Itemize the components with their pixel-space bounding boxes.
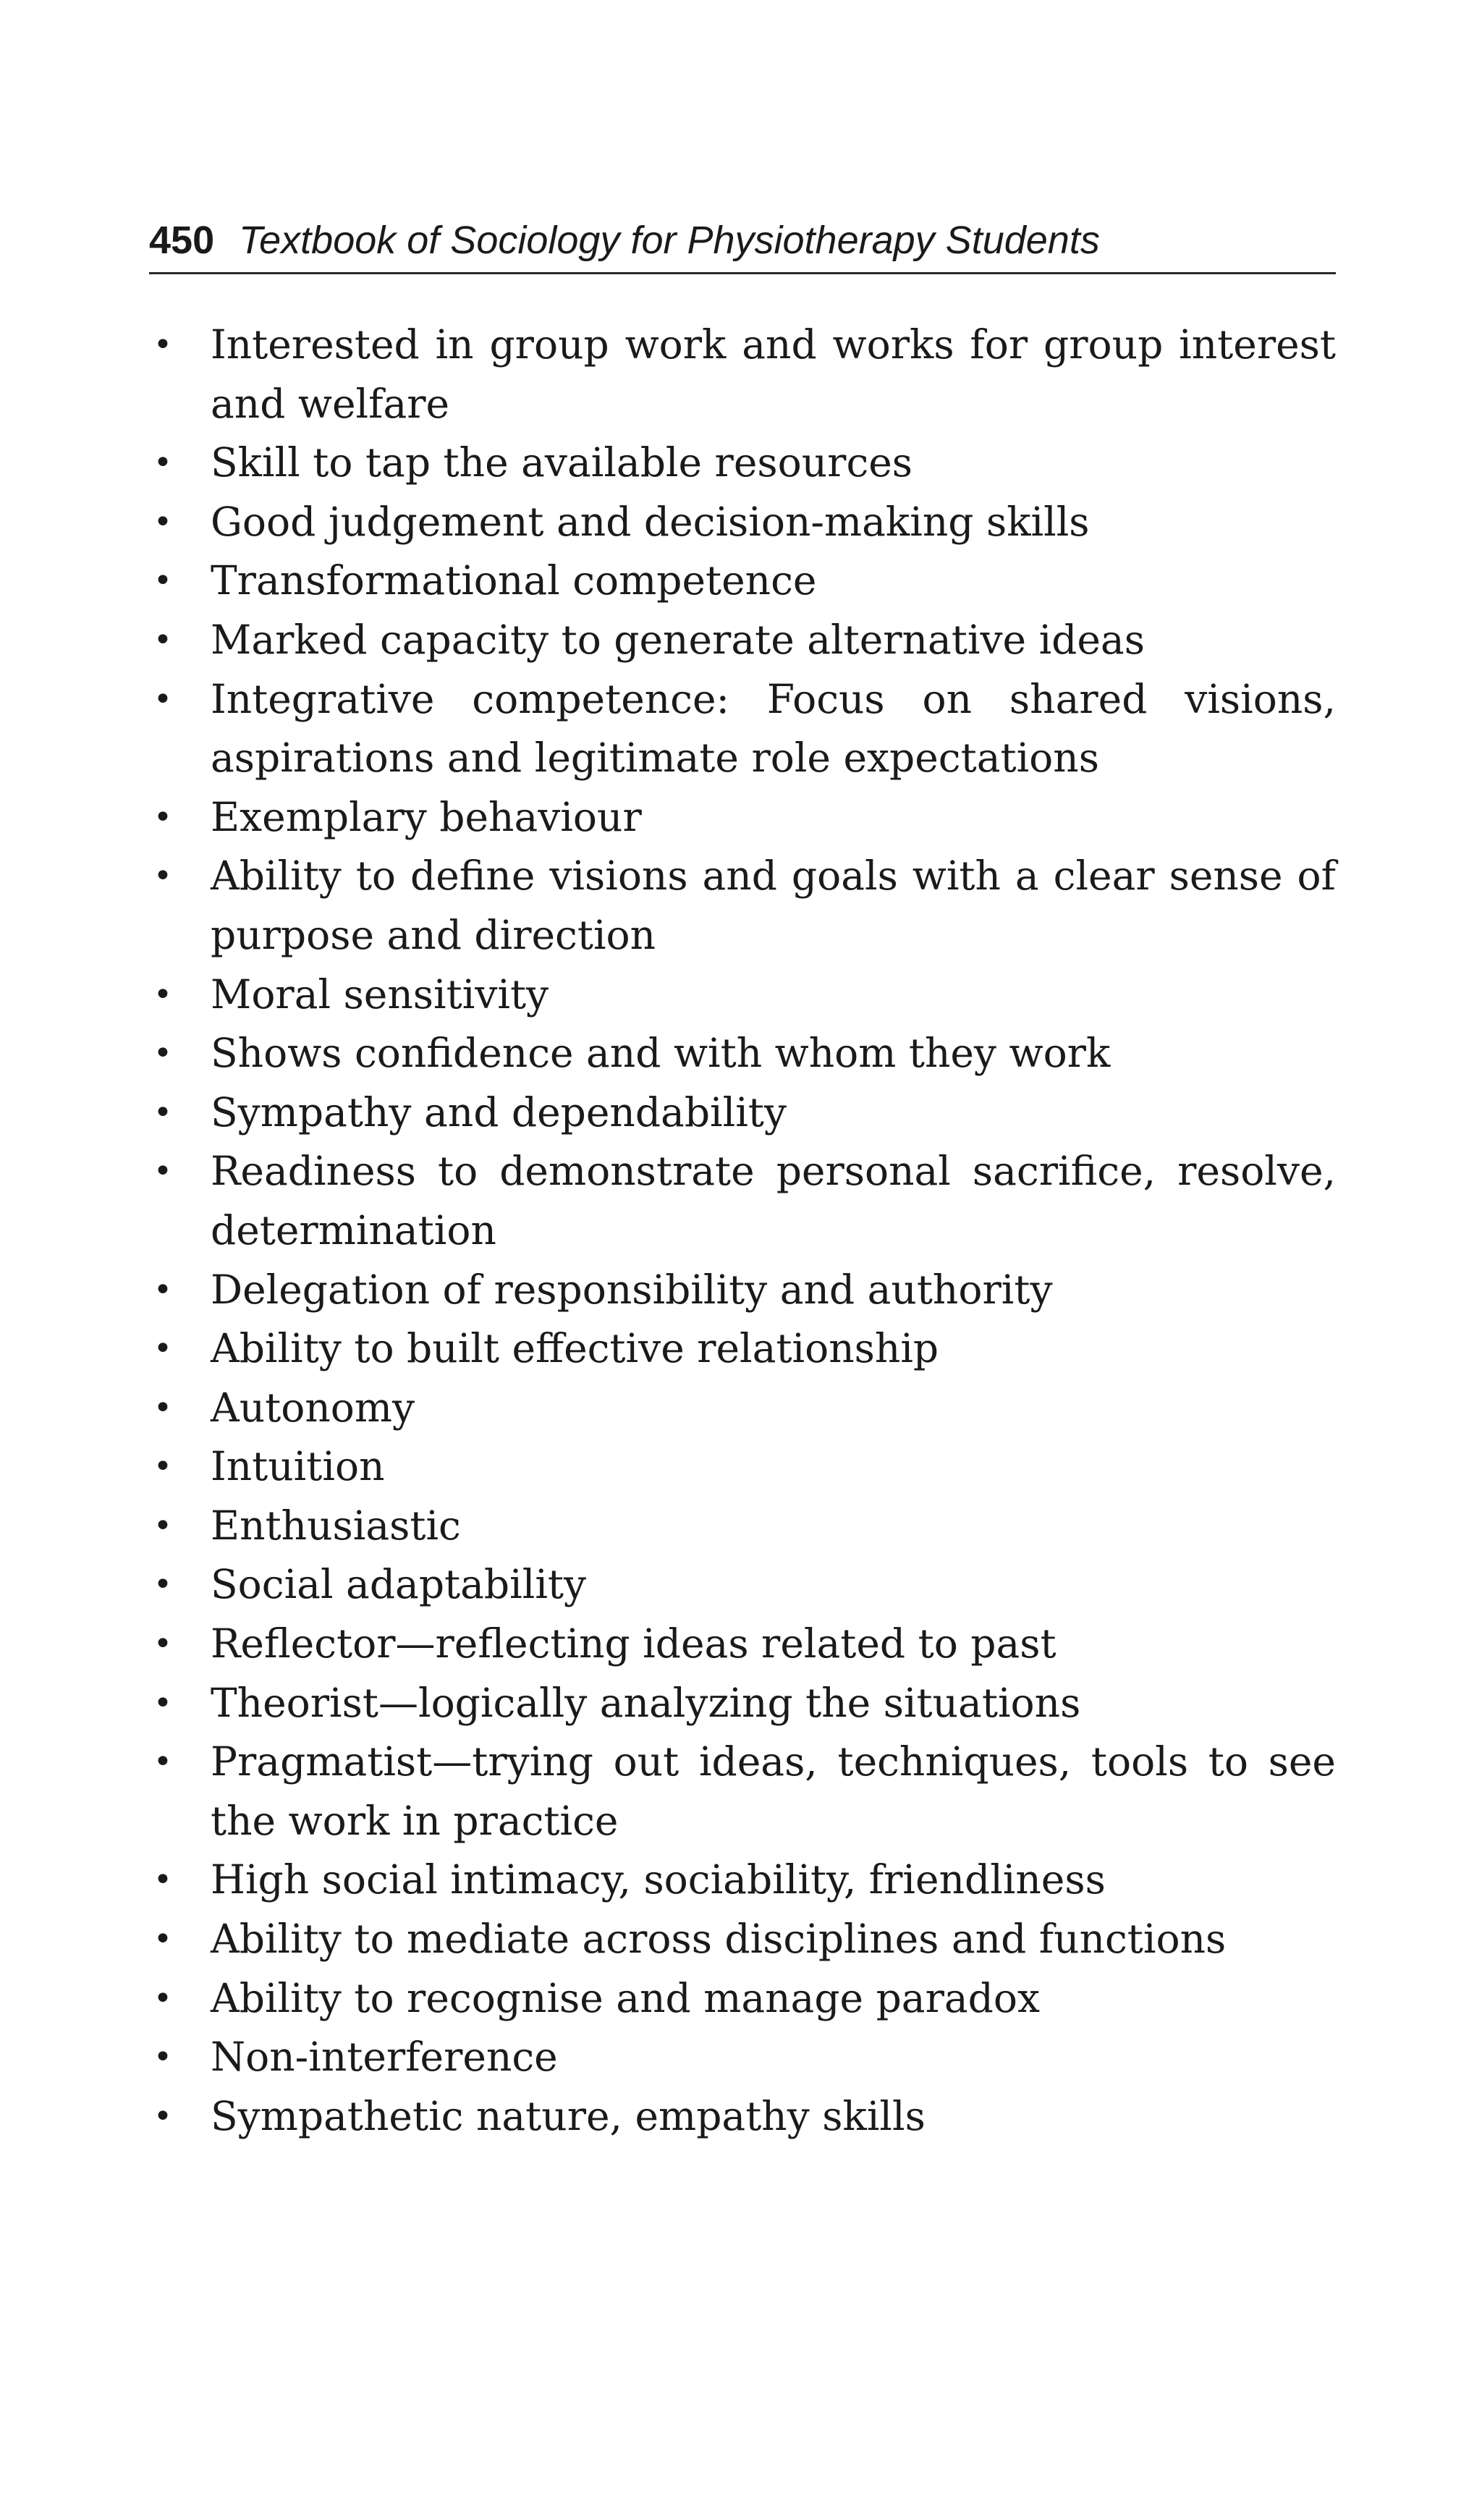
- bullet-icon: •: [153, 562, 172, 600]
- list-item: [149, 1615, 1336, 1674]
- list-item: [149, 788, 1336, 847]
- list-item-text: Sympathy and dependability: [211, 1088, 787, 1136]
- list-item-text: Skill to tap the available resources: [211, 439, 913, 486]
- list-item-text: Ability to define visions and goals with a clear sense of purpose and direction: [211, 853, 1336, 958]
- list-item: [149, 2087, 1336, 2147]
- list-item: [149, 1083, 1336, 1143]
- list-item: [149, 1910, 1336, 1969]
- list-item-text: Ability to built effective relationship: [211, 1325, 939, 1372]
- bullet-icon: •: [153, 798, 172, 836]
- list-item: [149, 1969, 1336, 2029]
- list-item: [149, 1379, 1336, 1438]
- bullet-icon: •: [153, 1271, 172, 1308]
- bullet-icon: •: [153, 503, 172, 541]
- bullet-icon: •: [153, 621, 172, 659]
- list-item-text: Integrative competence: Focus on shared visions, aspirations and legitimate role expectations: [211, 675, 1336, 782]
- list-item-text: Shows confidence and with whom they work: [211, 1030, 1111, 1077]
- bullet-icon: •: [153, 1566, 172, 1604]
- list-item-text: Ability to mediate across disciplines and functions: [211, 1916, 1227, 1963]
- list-item: [149, 611, 1336, 670]
- list-item: [149, 670, 1336, 788]
- list-item-text: Enthusiastic: [211, 1502, 461, 1549]
- list-item: [149, 965, 1336, 1025]
- bullet-icon: •: [153, 444, 172, 482]
- list-item: [149, 1733, 1336, 1851]
- list-item: [149, 847, 1336, 965]
- list-item-text: Readiness to demonstrate personal sacrifice, resolve, determination: [211, 1148, 1336, 1253]
- bullet-icon: •: [153, 1035, 172, 1073]
- bullet-icon: •: [153, 1330, 172, 1368]
- bullet-icon: •: [153, 326, 172, 363]
- list-item: [149, 493, 1336, 552]
- bullet-icon: •: [153, 976, 172, 1013]
- bullet-icon: •: [153, 1448, 172, 1486]
- bullet-icon: •: [153, 680, 172, 718]
- list-item-text: Theorist—logically analyzing the situations: [211, 1679, 1081, 1726]
- list-item-text: Exemplary behaviour: [211, 793, 642, 840]
- list-item: [149, 551, 1336, 611]
- list-item: [149, 1497, 1336, 1556]
- list-item: [149, 1142, 1336, 1260]
- bullet-icon: •: [153, 1921, 172, 1958]
- bullet-icon: •: [153, 1979, 172, 2017]
- bullet-icon: •: [153, 1153, 172, 1191]
- list-item-text: Interested in group work and works for group interest and welfare: [211, 321, 1336, 427]
- bullet-list: [149, 316, 1336, 2146]
- bullet-icon: •: [153, 1861, 172, 1899]
- list-item-text: Social adaptability: [211, 1561, 587, 1608]
- list-item: [149, 316, 1336, 434]
- book-title: Textbook of Sociology for Physiotherapy Students: [239, 219, 1100, 262]
- list-item-text: Moral sensitivity: [211, 971, 549, 1018]
- bullet-icon: •: [153, 858, 172, 895]
- bullet-icon: •: [153, 1684, 172, 1722]
- list-item-text: Reflector—reflecting ideas related to past: [211, 1620, 1057, 1667]
- list-item: [149, 434, 1336, 493]
- list-item-text: Ability to recognise and manage paradox: [211, 1974, 1041, 2021]
- running-header: [149, 216, 1336, 274]
- list-item: [149, 1851, 1336, 1910]
- list-item-text: Good judgement and decision-making skills: [211, 498, 1090, 545]
- list-item: [149, 1674, 1336, 1733]
- list-item-text: Autonomy: [211, 1384, 415, 1431]
- bullet-icon: •: [153, 2097, 172, 2135]
- list-item: [149, 2028, 1336, 2087]
- list-item: [149, 1261, 1336, 1320]
- page-number: 450: [149, 219, 215, 262]
- list-item-text: Non-interference: [211, 2034, 558, 2081]
- bullet-icon: •: [153, 1625, 172, 1663]
- list-item: [149, 1024, 1336, 1083]
- list-item-text: Sympathetic nature, empathy skills: [211, 2092, 926, 2139]
- list-item-text: Intuition: [211, 1443, 385, 1490]
- list-item-text: Marked capacity to generate alternative ideas: [211, 616, 1145, 663]
- bullet-icon: •: [153, 1094, 172, 1131]
- list-item: [149, 1319, 1336, 1379]
- list-item: [149, 1437, 1336, 1497]
- bullet-icon: •: [153, 1743, 172, 1781]
- list-item-text: High social intimacy, sociability, friendliness: [211, 1856, 1106, 1903]
- list-item-text: Delegation of responsibility and authority: [211, 1266, 1053, 1313]
- bullet-icon: •: [153, 1389, 172, 1426]
- list-item-text: Transformational competence: [211, 557, 817, 604]
- bullet-icon: •: [153, 1507, 172, 1544]
- list-item-text: Pragmatist—trying out ideas, techniques, tools to see the work in practice: [211, 1738, 1336, 1844]
- list-item: [149, 1555, 1336, 1615]
- bullet-icon: •: [153, 2039, 172, 2076]
